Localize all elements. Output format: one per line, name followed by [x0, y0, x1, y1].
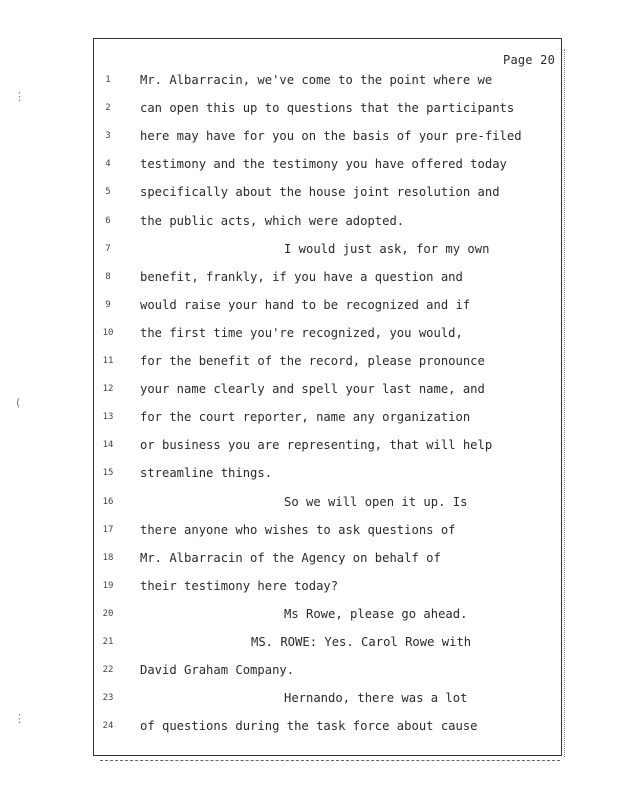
line-number: 4 — [105, 159, 111, 169]
transcript-line — [94, 379, 563, 399]
line-text: I would just ask, for my own — [284, 242, 490, 256]
line-text: there anyone who wishes to ask questions of — [140, 523, 456, 537]
transcript-line — [94, 70, 563, 90]
transcript-line — [94, 211, 563, 231]
transcript-line — [94, 323, 563, 343]
line-number: 12 — [102, 384, 114, 394]
margin-mark: ⋮ — [14, 90, 25, 103]
transcript-line — [94, 604, 563, 624]
line-text: Ms Rowe, please go ahead. — [284, 607, 468, 621]
margin-mark: ⋮ — [14, 712, 25, 725]
line-number: 5 — [105, 187, 111, 197]
transcript-line — [94, 435, 563, 455]
transcript-line — [94, 548, 563, 568]
line-text: So we will open it up. Is — [284, 495, 468, 509]
line-text: benefit, frankly, if you have a question and — [140, 270, 463, 284]
transcript-line — [94, 520, 563, 540]
line-number: 7 — [105, 244, 111, 254]
transcript-line — [94, 182, 563, 202]
line-number: 6 — [105, 216, 111, 226]
line-number: 13 — [102, 412, 114, 422]
line-text: for the court reporter, name any organization — [140, 410, 471, 424]
bottom-rule — [100, 760, 560, 761]
transcript-line — [94, 716, 563, 736]
line-text: here may have for you on the basis of your pre-filed — [140, 129, 522, 143]
transcript-line — [94, 632, 563, 652]
line-text: would raise your hand to be recognized and if — [140, 298, 471, 312]
line-text: can open this up to questions that the participants — [140, 101, 515, 115]
transcript-line — [94, 295, 563, 315]
transcript-line — [94, 407, 563, 427]
line-number: 20 — [102, 609, 114, 619]
line-text: David Graham Company. — [140, 663, 295, 677]
line-number: 24 — [102, 721, 114, 731]
line-number: 17 — [102, 525, 114, 535]
line-number: 10 — [102, 328, 114, 338]
transcript-line — [94, 154, 563, 174]
line-number: 15 — [102, 468, 114, 478]
line-text: testimony and the testimony you have offered today — [140, 157, 507, 171]
line-number: 9 — [105, 300, 111, 310]
line-number: 21 — [102, 637, 114, 647]
transcript-line — [94, 492, 563, 512]
line-text: MS. ROWE: Yes. Carol Rowe with — [251, 635, 472, 649]
transcript-line — [94, 98, 563, 118]
line-text: Hernando, there was a lot — [284, 691, 468, 705]
transcript-line — [94, 576, 563, 596]
line-text: specifically about the house joint resolution and — [140, 185, 500, 199]
transcript-line — [94, 239, 563, 259]
line-text: the public acts, which were adopted. — [140, 214, 405, 228]
line-number: 2 — [105, 103, 111, 113]
transcript-line — [94, 688, 563, 708]
transcript-line — [94, 351, 563, 371]
line-number: 19 — [102, 581, 114, 591]
transcript-line — [94, 267, 563, 287]
line-text: the first time you're recognized, you would, — [140, 326, 463, 340]
page-number: Page 20 — [503, 53, 555, 67]
line-number: 8 — [105, 272, 111, 282]
line-text: Mr. Albarracin of the Agency on behalf of — [140, 551, 441, 565]
margin-mark: ( — [16, 396, 21, 409]
line-text: Mr. Albarracin, we've come to the point where we — [140, 73, 493, 87]
line-number: 3 — [105, 131, 111, 141]
line-text: streamline things. — [140, 466, 273, 480]
line-text: of questions during the task force about cause — [140, 719, 478, 733]
line-number: 1 — [105, 75, 111, 85]
transcript-line — [94, 463, 563, 483]
transcript-page — [93, 38, 562, 756]
line-text: their testimony here today? — [140, 579, 339, 593]
line-number: 22 — [102, 665, 114, 675]
line-text: your name clearly and spell your last name, and — [140, 382, 485, 396]
line-number: 11 — [102, 356, 114, 366]
line-text: for the benefit of the record, please pronounce — [140, 354, 485, 368]
line-number: 23 — [102, 693, 114, 703]
line-text: or business you are representing, that will help — [140, 438, 493, 452]
line-number: 14 — [102, 440, 114, 450]
transcript-line — [94, 660, 563, 680]
line-number: 18 — [102, 553, 114, 563]
transcript-line — [94, 126, 563, 146]
line-number: 16 — [102, 497, 114, 507]
